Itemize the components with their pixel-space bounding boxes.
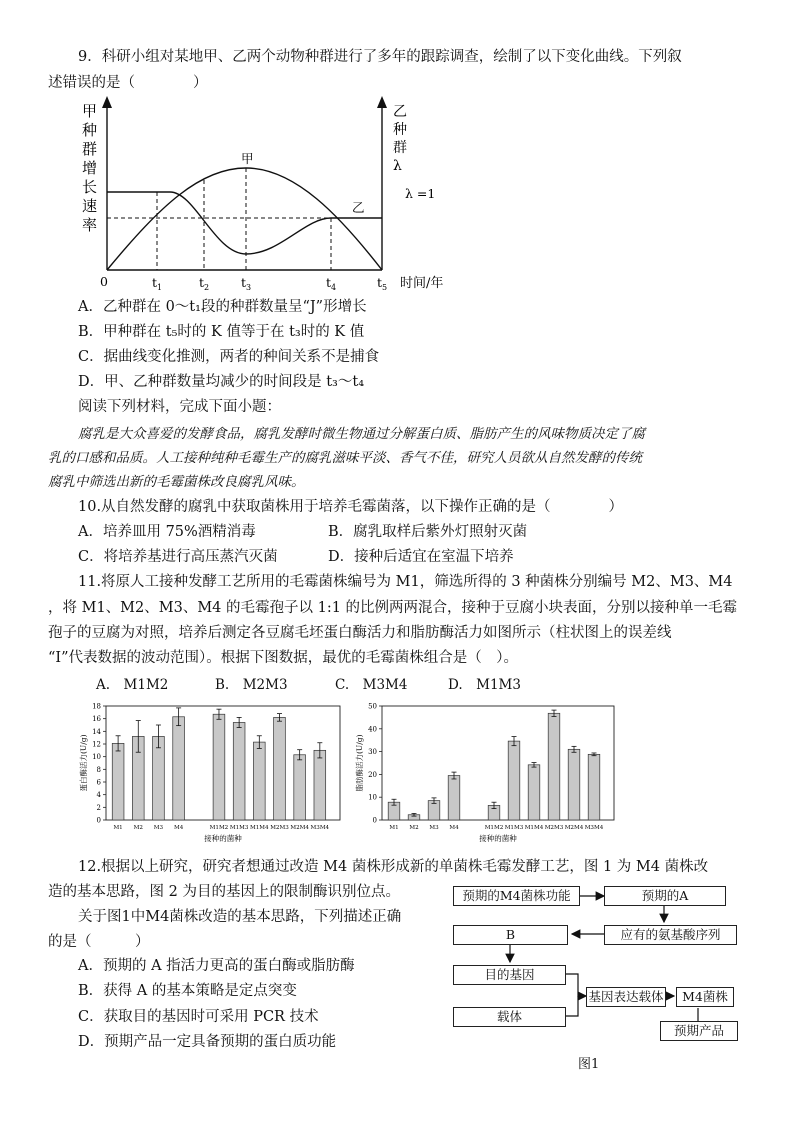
- y-tick-label: 4: [96, 791, 101, 800]
- reading-p1: 腐乳是大众喜爱的发酵食品，腐乳发酵时微生物通过分解蛋白质、脂肪产生的风味物质决定了腐: [78, 426, 645, 442]
- y-right-char-3: λ: [393, 158, 402, 174]
- flow-box-b: B: [453, 925, 568, 945]
- bar-M1M3: [233, 722, 245, 820]
- q9-right-axis-label: [393, 104, 407, 174]
- q9-stem-line2: 述错误的是（ ）: [48, 75, 208, 91]
- flow-box-expected-function: 预期的M4菌株功能: [453, 886, 580, 906]
- bar-M2M4: [568, 749, 580, 820]
- x-tick-label-M1M2: M1M2: [484, 825, 504, 831]
- y-tick-label: 20: [368, 770, 377, 779]
- x-tick-t2: $t_2$: [199, 275, 210, 292]
- bar-M1M2: [213, 714, 225, 820]
- q11-option-c[interactable]: C. M3M4: [335, 677, 408, 693]
- y-tick-label: 10: [368, 793, 377, 802]
- y-tick-label: 50: [368, 702, 377, 711]
- x-tick-t1: $t_1$: [152, 275, 163, 292]
- x-tick-label-M2M4: M2M4: [564, 825, 584, 831]
- q9-option-b[interactable]: B．甲种群在 t₅时的 K 值等于在 t₃时的 K 值: [78, 324, 365, 340]
- bar-M4: [173, 717, 185, 820]
- y-tick-label: 30: [368, 748, 377, 757]
- q9-option-d[interactable]: D．甲、乙种群数量均减少的时间段是 t₃～t₄: [78, 374, 365, 390]
- y-tick-label: 12: [92, 740, 101, 749]
- bar-M1M4: [253, 742, 265, 820]
- x-tick-label-M1M4: M1M4: [524, 825, 544, 831]
- x-tick-label-M3M4: M3M4: [584, 825, 604, 831]
- bar-M4: [448, 776, 460, 820]
- flow-box-expected-a: 预期的A: [604, 886, 726, 906]
- bar-M2M3: [274, 717, 286, 820]
- lipase-bar-chart: [352, 698, 622, 846]
- y-axis-label: 脂肪酶活力(U/g): [355, 734, 364, 792]
- curve-yi-label: 乙: [352, 200, 365, 215]
- x-tick-t3: $t_3$: [241, 275, 252, 292]
- y-left-char-2: 群: [82, 140, 98, 158]
- y-tick-label: 0: [372, 816, 377, 825]
- x-tick-t5: $t_5$: [377, 275, 388, 292]
- bar-M3M4: [314, 750, 326, 820]
- y-tick-label: 6: [96, 778, 101, 787]
- protease-bar-chart: [76, 698, 348, 846]
- y-tick-label: 14: [92, 727, 101, 736]
- y-left-char-4: 长: [82, 178, 98, 196]
- x-tick-label-M4: M4: [173, 825, 184, 831]
- x-tick-label-M1M2: M1M2: [209, 825, 229, 831]
- x-tick-label-M1M3: M1M3: [504, 825, 524, 831]
- y-tick-label: 10: [92, 753, 101, 762]
- population-curve-chart: [70, 96, 470, 296]
- reading-p2: 乳的口感和品质。人工接种纯种毛霉生产的腐乳滋味平淡、香气不佳，研究人员欲从自然发酵的传统: [48, 450, 642, 466]
- bar-M1M3: [508, 741, 520, 820]
- x-tick-label-M3: M3: [429, 825, 439, 831]
- y-axis-left-arrow: [102, 96, 112, 108]
- x-axis-label: 时间/年: [400, 276, 444, 291]
- flow-box-expression-vector: 基因表达载体: [586, 987, 666, 1007]
- x-tick-label-M4: M4: [449, 825, 459, 831]
- flow-box-expected-product: 预期产品: [660, 1021, 738, 1041]
- reading-p3: 腐乳中筛选出新的毛霉菌株改良腐乳风味。: [48, 474, 305, 490]
- q11-line1: 11.将原人工接种发酵工艺所用的毛霉菌株编号为 M1，筛选所得的 3 种菌株分别编号 M2、M3、M4: [78, 574, 733, 590]
- q10-stem: 10.从自然发酵的腐乳中获取菌株用于培养毛霉菌落，以下操作正确的是（ ）: [78, 499, 624, 515]
- flow-box-m4-strain: M4菌株: [676, 987, 734, 1007]
- q10-option-b[interactable]: B．腐乳取样后紫外灯照射灭菌: [328, 524, 528, 540]
- bar-M2M4: [294, 755, 306, 820]
- y-right-char-0: 乙: [393, 104, 407, 120]
- x-axis-label: 接种的菌种: [479, 834, 517, 843]
- x-tick-label-M3: M3: [153, 825, 164, 831]
- q12-option-d[interactable]: D．预期产品一定具备预期的蛋白质功能: [78, 1034, 337, 1050]
- q9-left-axis-label: [82, 102, 97, 234]
- q10-option-c[interactable]: C．将培养基进行高压蒸汽灭菌: [78, 549, 278, 565]
- x-tick-label-M1: M1: [389, 825, 399, 831]
- x-tick-label-M1M4: M1M4: [250, 825, 269, 831]
- q10-option-a[interactable]: A．培养皿用 75%酒精消毒: [78, 524, 256, 540]
- bar-M3M4: [588, 754, 600, 820]
- y-left-char-0: 甲: [82, 102, 98, 120]
- bar-M1M4: [528, 765, 540, 820]
- y-left-char-5: 速: [82, 197, 98, 215]
- q12-line2: 造的基本思路，图 2 为目的基因上的限制酶识别位点。: [48, 884, 400, 900]
- y-tick-label: 16: [92, 715, 101, 724]
- y-right-char-1: 种: [393, 122, 407, 138]
- y-tick-label: 40: [368, 725, 377, 734]
- q12-sub1: 关于图1中M4菌株改造的基本思路，下列描述正确: [78, 909, 402, 925]
- bar-M2M3: [548, 713, 560, 820]
- q12-line1: 12.根据以上研究，研究者想通过改造 M4 菌株形成新的单菌株毛霉发酵工艺，图 1 为 M4 菌株改: [78, 859, 709, 875]
- lambda-label: λ =1: [405, 186, 436, 201]
- bar-M1: [112, 743, 124, 820]
- x-tick-t4: $t_4$: [326, 275, 337, 292]
- x-tick-label-M2: M2: [133, 825, 143, 831]
- x-tick-label-M2M3: M2M3: [270, 825, 289, 831]
- q9-option-c[interactable]: C．据曲线变化推测，两者的种间关系不是捕食: [78, 349, 380, 365]
- flow-box-amino-acid-seq: 应有的氨基酸序列: [604, 925, 737, 945]
- q9-option-a[interactable]: A．乙种群在 0～t₁段的种群数量呈“J”形增长: [78, 299, 367, 315]
- x-tick-label-M2M3: M2M3: [544, 825, 564, 831]
- q12-option-c[interactable]: C．获取目的基因时可采用 PCR 技术: [78, 1009, 319, 1025]
- q12-sub2: 的是（ ）: [48, 934, 150, 950]
- x-axis-label: 接种的菌种: [204, 834, 242, 843]
- x-tick-label-M3M4: M3M4: [310, 825, 330, 831]
- q11-option-a[interactable]: A. M1M2: [96, 677, 169, 693]
- reading-intro: 阅读下列材料，完成下面小题：: [78, 399, 281, 415]
- curve-jia-label: 甲: [241, 151, 254, 166]
- x-tick-label-M2M4: M2M4: [290, 825, 309, 831]
- bar-M3: [153, 736, 165, 820]
- x-tick-label-M1: M1: [113, 825, 123, 831]
- y-tick-label: 8: [96, 765, 101, 774]
- q12-option-a[interactable]: A．预期的 A 指活力更高的蛋白酶或脂肪酶: [78, 958, 355, 974]
- y-tick-label: 18: [92, 702, 101, 711]
- curve-jia: [107, 168, 382, 270]
- flow-box-target-gene: 目的基因: [453, 965, 566, 985]
- x-tick-label-M2: M2: [409, 825, 419, 831]
- figure-1-caption: 图1: [578, 1057, 600, 1072]
- q11-option-b[interactable]: B. M2M3: [215, 677, 288, 693]
- q11-line2: ，将 M1、M2、M3、M4 的毛霉孢子以 1:1 的比例两两混合，接种于豆腐小块表面，分别以接种单一毛霉: [48, 600, 738, 616]
- y-tick-label: 2: [96, 803, 101, 812]
- q10-option-d[interactable]: D．接种后适宜在室温下培养: [328, 549, 514, 565]
- y-tick-label: 0: [96, 816, 101, 825]
- x-tick-label-M1M3: M1M3: [229, 825, 249, 831]
- y-left-char-1: 种: [82, 121, 98, 139]
- q11-option-d[interactable]: D. M1M3: [448, 677, 521, 693]
- y-axis-label: 蛋白酶活力(U/g): [79, 734, 88, 792]
- q12-option-b[interactable]: B．获得 A 的基本策略是定点突变: [78, 983, 297, 999]
- q11-line4: “I”代表数据的波动范围）。根据下图数据，最优的毛霉菌株组合是（ ）。: [48, 650, 519, 666]
- y-left-char-6: 率: [82, 216, 98, 234]
- q11-line3: 孢子的豆腐为对照，培养后测定各豆腐毛坯蛋白酶活力和脂肪酶活力如图所示（柱状图上的误差线: [48, 625, 672, 641]
- y-right-char-2: 群: [393, 140, 407, 156]
- origin-label: 0: [100, 274, 108, 289]
- y-left-char-3: 增: [82, 159, 98, 177]
- y-axis-right-arrow: [377, 96, 387, 108]
- q9-stem-line1: 9．科研小组对某地甲、乙两个动物种群进行了多年的跟踪调查，绘制了以下变化曲线。下列叙: [78, 49, 682, 65]
- flow-box-vector: 载体: [453, 1007, 566, 1027]
